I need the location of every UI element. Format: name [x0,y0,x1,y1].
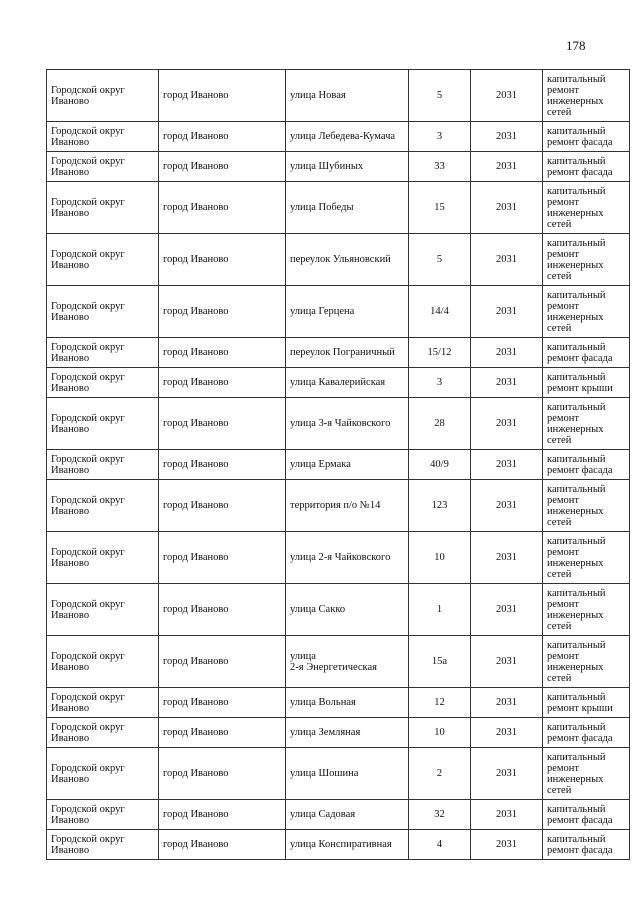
cell-work-type [543,152,630,182]
cell-okrug [47,234,159,286]
cell-year [471,152,543,182]
cell-okrug-text: Городской округ Иваново [51,494,125,517]
cell-okrug-text: Городской округ Иваново [51,453,125,476]
cell-house-number [409,368,471,398]
cell-work-type-text: капитальный ремонт инженерных сетей [547,185,606,230]
cell-city-text: город Иваново [163,500,229,511]
cell-city-text: город Иваново [163,90,229,101]
cell-okrug [47,688,159,718]
cell-house-number-text: 33 [434,161,445,172]
cell-year-text: 2031 [496,90,517,101]
table-row [47,584,630,636]
cell-year-text: 2031 [496,839,517,850]
cell-street-text: улица Вольная [290,697,356,708]
cell-year-text: 2031 [496,202,517,213]
cell-work-type [543,398,630,450]
cell-okrug [47,122,159,152]
cell-year [471,286,543,338]
cell-work-type [543,532,630,584]
table-row [47,450,630,480]
cell-street [286,234,409,286]
cell-street-text: территория п/о №14 [290,500,381,511]
cell-city [159,286,286,338]
cell-street [286,338,409,368]
cell-house-number [409,398,471,450]
cell-year-text: 2031 [496,131,517,142]
cell-city [159,122,286,152]
cell-work-type-text: капитальный ремонт инженерных сетей [547,401,606,446]
cell-work-type-text: капитальный ремонт инженерных сетей [547,751,606,796]
cell-okrug [47,398,159,450]
table-row [47,398,630,450]
cell-year-text: 2031 [496,459,517,470]
cell-year [471,398,543,450]
cell-okrug-text: Городской округ Иваново [51,721,125,744]
cell-house-number-text: 10 [434,552,445,563]
cell-okrug-text: Городской округ Иваново [51,125,125,148]
cell-house-number-text: 1 [436,604,443,615]
cell-okrug-text: Городской округ Иваново [51,248,125,271]
cell-year-text: 2031 [496,377,517,388]
cell-work-type-text: капитальный ремонт фасада [547,453,613,476]
cell-year [471,234,543,286]
cell-okrug [47,584,159,636]
cell-year [471,70,543,122]
cell-house-number-text: 15а [431,656,448,667]
cell-year [471,122,543,152]
cell-okrug [47,450,159,480]
cell-city [159,368,286,398]
cell-okrug [47,748,159,800]
cell-okrug [47,70,159,122]
cell-year-text: 2031 [496,306,517,317]
cell-okrug-text: Городской округ Иваново [51,300,125,323]
cell-street-text: улица Ермака [290,459,351,470]
cell-work-type-text: капитальный ремонт инженерных сетей [547,587,606,632]
cell-city [159,636,286,688]
cell-year-text: 2031 [496,727,517,738]
cell-city-text: город Иваново [163,254,229,265]
table-row [47,480,630,532]
cell-city-text: город Иваново [163,768,229,779]
cell-house-number-text: 2 [436,768,443,779]
cell-city-text: город Иваново [163,656,229,667]
table-row [47,748,630,800]
cell-house-number [409,70,471,122]
cell-okrug-text: Городской округ Иваново [51,598,125,621]
cell-year-text: 2031 [496,161,517,172]
cell-house-number [409,718,471,748]
cell-house-number-text: 28 [434,418,445,429]
cell-okrug-text: Городской округ Иваново [51,371,125,394]
cell-city-text: город Иваново [163,202,229,213]
cell-okrug-text: Городской округ Иваново [51,546,125,569]
cell-house-number-text: 5 [436,90,443,101]
cell-street [286,450,409,480]
cell-street [286,70,409,122]
table-row [47,286,630,338]
cell-work-type [543,70,630,122]
cell-okrug-text: Городской округ Иваново [51,650,125,673]
cell-work-type-text: капитальный ремонт фасада [547,125,613,148]
page-number: 178 [566,38,586,53]
cell-okrug [47,830,159,860]
cell-year-text: 2031 [496,656,517,667]
cell-city-text: город Иваново [163,839,229,850]
table-row [47,338,630,368]
cell-city-text: город Иваново [163,161,229,172]
cell-city [159,450,286,480]
cell-okrug-text: Городской округ Иваново [51,155,125,178]
cell-okrug-text: Городской округ Иваново [51,803,125,826]
cell-street [286,748,409,800]
cell-street-text: улица Шошина [290,768,359,779]
cell-city [159,480,286,532]
cell-year-text: 2031 [496,697,517,708]
cell-year-text: 2031 [496,418,517,429]
cell-okrug-text: Городской округ Иваново [51,833,125,856]
cell-house-number [409,286,471,338]
cell-year [471,636,543,688]
cell-house-number [409,748,471,800]
cell-house-number-text: 10 [434,727,445,738]
table-row [47,718,630,748]
cell-street-text: улица 2-я Энергетическая [290,650,377,673]
cell-house-number-text: 15/12 [427,347,452,358]
cell-house-number [409,152,471,182]
cell-okrug [47,800,159,830]
cell-okrug [47,338,159,368]
cell-house-number-text: 3 [436,377,443,388]
cell-okrug-text: Городской округ Иваново [51,196,125,219]
cell-year [471,800,543,830]
cell-house-number [409,450,471,480]
cell-city [159,800,286,830]
cell-street-text: улица Конспиративная [290,839,392,850]
cell-work-type [543,182,630,234]
table-row [47,152,630,182]
cell-city [159,748,286,800]
cell-okrug [47,368,159,398]
cell-city-text: город Иваново [163,809,229,820]
cell-work-type-text: капитальный ремонт фасада [547,721,613,744]
cell-house-number-text: 5 [436,254,443,265]
cell-house-number [409,532,471,584]
cell-okrug-text: Городской округ Иваново [51,84,125,107]
cell-house-number [409,584,471,636]
cell-city-text: город Иваново [163,306,229,317]
cell-work-type [543,800,630,830]
cell-year [471,688,543,718]
cell-okrug-text: Городской округ Иваново [51,762,125,785]
cell-work-type-text: капитальный ремонт фасада [547,155,613,178]
cell-year [471,584,543,636]
cell-work-type [543,450,630,480]
cell-city-text: город Иваново [163,131,229,142]
cell-street-text: переулок Ульяновский [290,254,391,265]
cell-house-number-text: 12 [434,697,445,708]
cell-house-number [409,338,471,368]
cell-year [471,718,543,748]
cell-street [286,718,409,748]
cell-street-text: улица 2-я Чайковского [290,552,391,563]
cell-year-text: 2031 [496,768,517,779]
cell-year-text: 2031 [496,347,517,358]
cell-work-type-text: капитальный ремонт крыши [547,691,613,714]
cell-work-type-text: капитальный ремонт инженерных сетей [547,237,606,282]
cell-house-number-text: 32 [434,809,445,820]
cell-year [471,830,543,860]
table-body [47,70,630,860]
table-row [47,636,630,688]
cell-street [286,800,409,830]
cell-year [471,480,543,532]
cell-street-text: улица Шубиных [290,161,364,172]
cell-street [286,286,409,338]
cell-work-type [543,718,630,748]
cell-street [286,182,409,234]
cell-city-text: город Иваново [163,604,229,615]
cell-city [159,718,286,748]
cell-year-text: 2031 [496,604,517,615]
cell-house-number-text: 15 [434,202,445,213]
table-row [47,368,630,398]
cell-street-text: улица Земляная [290,727,361,738]
cell-street [286,636,409,688]
cell-work-type-text: капитальный ремонт инженерных сетей [547,73,606,118]
cell-city [159,152,286,182]
cell-house-number [409,480,471,532]
cell-street [286,480,409,532]
cell-street-text: улица Лебедева-Кумача [290,131,396,142]
cell-street-text: улица 3-я Чайковского [290,418,391,429]
cell-work-type [543,234,630,286]
cell-city-text: город Иваново [163,347,229,358]
cell-year [471,748,543,800]
table-row [47,688,630,718]
cell-street [286,688,409,718]
cell-year-text: 2031 [496,552,517,563]
cell-okrug [47,286,159,338]
cell-street [286,830,409,860]
cell-year-text: 2031 [496,500,517,511]
cell-street [286,584,409,636]
table-row [47,800,630,830]
cell-city [159,234,286,286]
cell-work-type [543,368,630,398]
cell-work-type-text: капитальный ремонт фасада [547,341,613,364]
cell-year-text: 2031 [496,809,517,820]
cell-work-type-text: капитальный ремонт крыши [547,371,613,394]
cell-house-number [409,234,471,286]
table-row [47,122,630,152]
cell-city-text: город Иваново [163,459,229,470]
cell-street [286,368,409,398]
cell-work-type [543,480,630,532]
cell-work-type [543,688,630,718]
cell-city-text: город Иваново [163,697,229,708]
cell-city-text: город Иваново [163,377,229,388]
cell-city [159,532,286,584]
table-row [47,70,630,122]
cell-street [286,532,409,584]
cell-okrug [47,636,159,688]
cell-city [159,584,286,636]
cell-house-number [409,688,471,718]
cell-work-type [543,748,630,800]
cell-house-number-text: 3 [436,131,443,142]
cell-year [471,450,543,480]
cell-city-text: город Иваново [163,418,229,429]
cell-house-number-text: 40/9 [430,459,449,470]
cell-street-text: улица Герцена [290,306,355,317]
cell-street-text: улица Новая [290,90,346,101]
table-row [47,234,630,286]
cell-work-type-text: капитальный ремонт фасада [547,803,613,826]
cell-work-type [543,636,630,688]
cell-city [159,70,286,122]
cell-okrug [47,718,159,748]
cell-city-text: город Иваново [163,552,229,563]
cell-street [286,398,409,450]
cell-okrug-text: Городской округ Иваново [51,691,125,714]
cell-street-text: улица Садовая [290,809,356,820]
cell-work-type-text: капитальный ремонт инженерных сетей [547,535,606,580]
cell-okrug [47,480,159,532]
cell-year [471,182,543,234]
cell-street-text: переулок Пограничный [290,347,395,358]
cell-okrug [47,182,159,234]
cell-work-type-text: капитальный ремонт инженерных сетей [547,639,606,684]
cell-city [159,182,286,234]
cell-house-number [409,830,471,860]
cell-work-type-text: капитальный ремонт инженерных сетей [547,289,606,334]
table-row [47,830,630,860]
cell-okrug [47,152,159,182]
cell-city-text: город Иваново [163,727,229,738]
cell-street-text: улица Сакко [290,604,346,615]
cell-work-type [543,830,630,860]
table-row [47,182,630,234]
cell-work-type [543,338,630,368]
cell-street-text: улица Кавалерийская [290,377,386,388]
cell-year-text: 2031 [496,254,517,265]
cell-city [159,398,286,450]
cell-house-number-text: 14/4 [430,306,449,317]
cell-street [286,152,409,182]
cell-house-number [409,182,471,234]
cell-work-type-text: капитальный ремонт инженерных сетей [547,483,606,528]
cell-house-number [409,122,471,152]
cell-city [159,688,286,718]
table-row [47,532,630,584]
cell-street [286,122,409,152]
cell-street-text: улица Победы [290,202,354,213]
cell-year [471,338,543,368]
cell-city [159,830,286,860]
cell-okrug-text: Городской округ Иваново [51,412,125,435]
cell-house-number [409,800,471,830]
cell-house-number-text: 4 [436,839,443,850]
cell-work-type [543,584,630,636]
cell-okrug [47,532,159,584]
cell-year [471,368,543,398]
cell-city [159,338,286,368]
housing-repair-table [46,69,630,860]
cell-work-type [543,122,630,152]
cell-work-type [543,286,630,338]
cell-house-number [409,636,471,688]
cell-work-type-text: капитальный ремонт фасада [547,833,613,856]
cell-year [471,532,543,584]
cell-house-number-text: 123 [431,500,448,511]
cell-okrug-text: Городской округ Иваново [51,341,125,364]
